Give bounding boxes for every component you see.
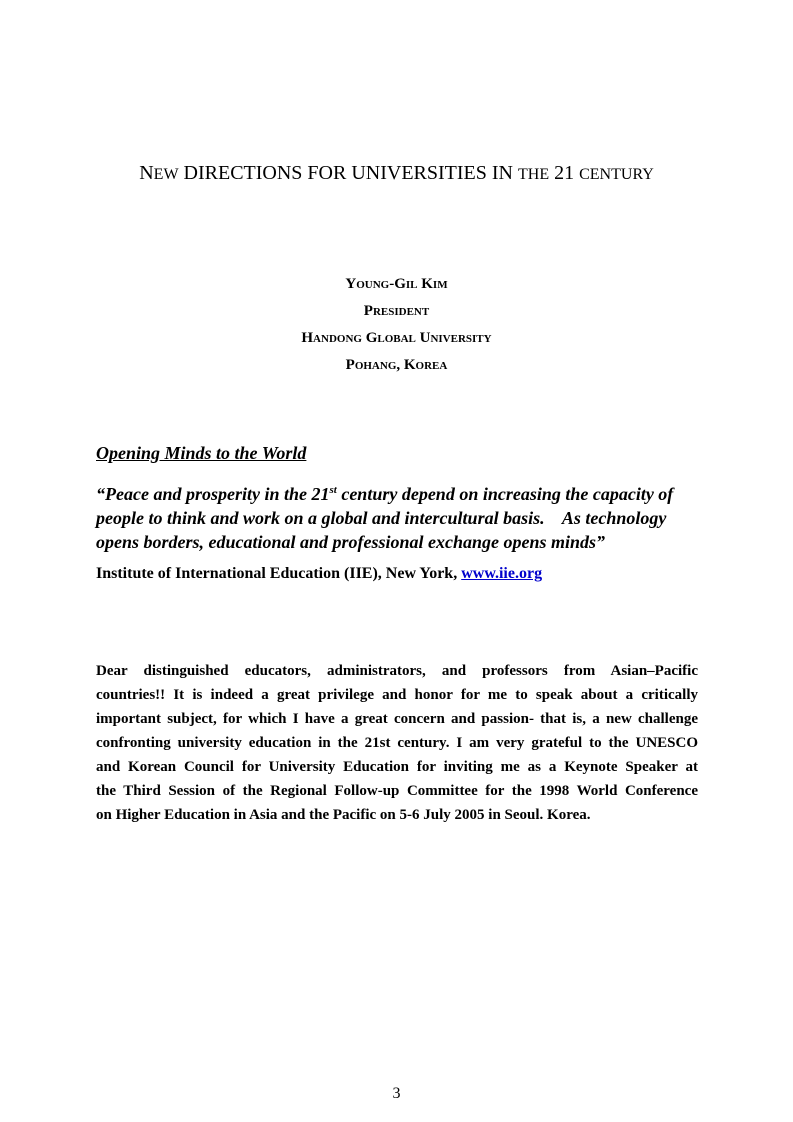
page-title [0, 161, 793, 187]
title-word-new-rest: EW [153, 166, 179, 183]
section-heading: Opening Minds to the World [96, 443, 307, 463]
quote-ordinal-suffix: st [329, 484, 337, 496]
title-number: 21 [554, 162, 575, 184]
quote-line-3: opens borders, educational and professional exchange opens minds” [96, 532, 606, 552]
author-position: President [363, 303, 430, 319]
iie-website-link[interactable]: www.iie.org [461, 565, 543, 582]
attribution-text: Institute of International Education (IIE), New York, [96, 565, 462, 582]
body-line: countries!! It is indeed a great privilege and honor for me to speak about a critically [96, 687, 698, 703]
quote-line-1-end: century depend on increasing the capacity of [336, 484, 674, 504]
title-initial: N [139, 162, 154, 184]
author-block [0, 271, 793, 379]
body-line: the Third Session of the Regional Follow-up Committee for the 1998 World Conference [96, 783, 698, 799]
quote-line-2: people to think and work on a global and intercultural basis. As technology [96, 508, 667, 528]
author-institution: Handong Global University [301, 330, 492, 346]
body-line: important subject, for which I have a great concern and passion- that is, a new challenge [96, 711, 698, 727]
body-line: confronting university education in the 21st century. I am very grateful to the UNESCO [96, 735, 698, 751]
body-paragraph [96, 659, 698, 827]
author-name: Young-Gil Kim [345, 276, 448, 292]
body-line: on Higher Education in Asia and the Pacific on 5-6 July 2005 in Seoul. Korea. [96, 807, 591, 823]
quote-attribution [96, 564, 542, 584]
quote-line-1 [96, 482, 706, 506]
epigraph-quote [96, 482, 706, 554]
page-number: 3 [392, 1085, 401, 1102]
body-line: and Korean Council for University Education for inviting me as a Keynote Speaker at [96, 759, 698, 775]
title-main-words: DIRECTIONS FOR UNIVERSITIES IN [183, 162, 513, 184]
quote-line-1-start: “Peace and prosperity in the 21 [96, 484, 330, 504]
title-word-century: CENTURY [579, 166, 654, 183]
author-location: Pohang, Korea [345, 357, 448, 373]
title-word-the: THE [518, 166, 550, 183]
body-line: Dear distinguished educators, administrators, and professors from Asian–Pacific [96, 663, 698, 679]
